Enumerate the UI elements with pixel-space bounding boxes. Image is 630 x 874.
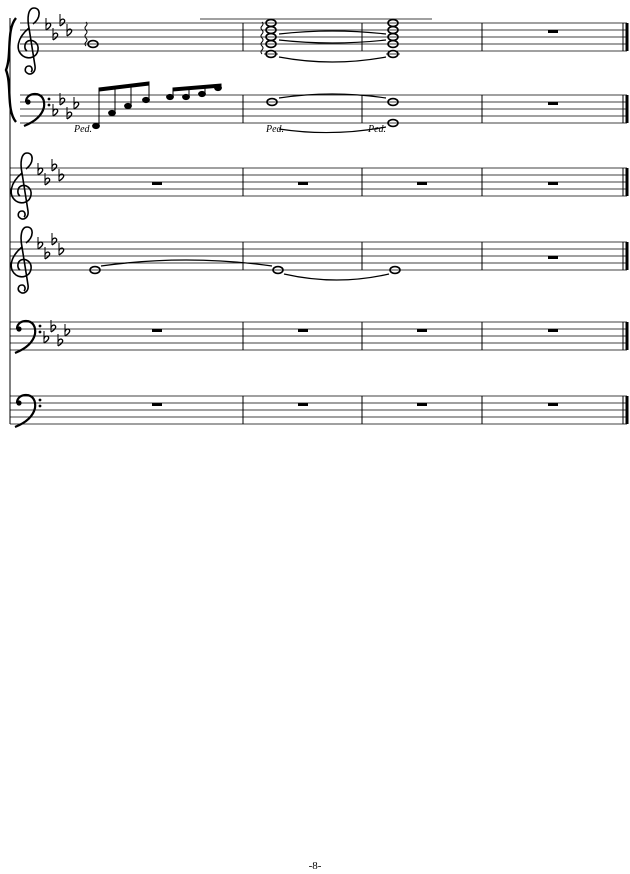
bass-clef-icon [15, 321, 41, 353]
key-signature [53, 93, 79, 119]
key-signature [44, 320, 70, 346]
staff-lines [10, 168, 627, 196]
arpeggio-mark [85, 22, 87, 46]
whole-rest [548, 256, 558, 259]
whole-rest [152, 403, 162, 406]
page-number: -8- [308, 860, 322, 872]
pedal-mark: Ped. [74, 124, 93, 135]
bass-clef-icon [15, 395, 41, 427]
whole-rest [298, 182, 308, 185]
pedal-marks [73, 124, 386, 135]
bass-clef-icon [24, 94, 50, 126]
pedal-mark: Ped. [368, 124, 387, 135]
whole-rest [417, 403, 427, 406]
whole-rest [298, 403, 308, 406]
chord-measure-3 [386, 20, 400, 58]
whole-rest [548, 329, 558, 332]
whole-rest [152, 329, 162, 332]
staff-lines [20, 95, 627, 123]
pedal-mark: Ped. [266, 124, 285, 135]
key-signature [38, 159, 64, 185]
staff-6 [10, 395, 627, 427]
staff-4 [10, 227, 627, 293]
system-brace [6, 18, 16, 424]
staff-5 [10, 320, 627, 353]
ties [279, 31, 386, 62]
staff-lines [10, 396, 627, 424]
whole-rest [548, 30, 558, 33]
staff-lines [10, 322, 627, 350]
staff-3 [10, 153, 627, 219]
whole-rest [152, 182, 162, 185]
whole-rest [548, 182, 558, 185]
staff-piano-right-hand [18, 8, 627, 74]
whole-rest [298, 329, 308, 332]
whole-rest [548, 403, 558, 406]
eighth-note-run [93, 82, 222, 129]
staff-piano-left-hand [20, 82, 627, 135]
treble-clef-icon [11, 227, 32, 293]
key-signature [46, 14, 72, 40]
staff-lines [20, 23, 627, 51]
whole-rest [417, 329, 427, 332]
whole-rest [548, 102, 558, 105]
treble-clef-icon [11, 153, 32, 219]
key-signature [38, 233, 64, 259]
whole-rest [417, 182, 427, 185]
chord-measure-2 [261, 20, 278, 58]
treble-clef-icon [18, 8, 39, 74]
